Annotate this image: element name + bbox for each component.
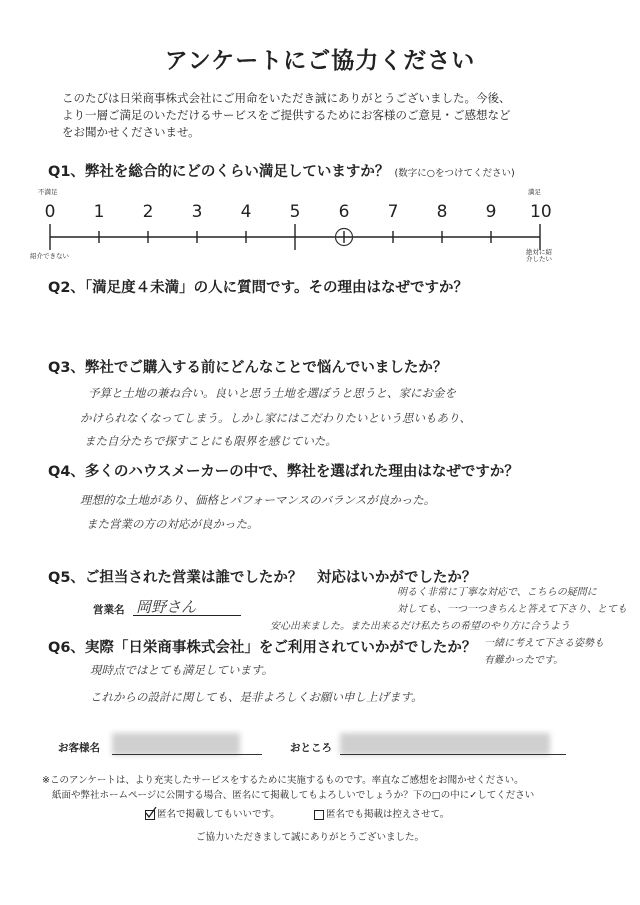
- scale-number-0[interactable]: 0: [44, 202, 56, 222]
- consent-no-label: 匿名でも掲載は控えさせて。: [326, 809, 450, 820]
- question-2-label: Q2、「満足度４未満」の人に質問です。その理由はなぜですか？: [48, 280, 469, 296]
- scale-number-9[interactable]: 9: [485, 202, 497, 222]
- intro-line: このたびは日栄商事株式会社にご用命をいただき誠にありがとうございました。今後、: [62, 91, 511, 105]
- scale-number-5[interactable]: 5: [289, 202, 301, 222]
- q4-answer-line: また営業の方の対応が良かった。: [86, 517, 259, 531]
- address-label: おところ: [290, 742, 332, 754]
- q5-answer-line: 安心出来ました。また出来るだけ私たちの希望のやり方に合うよう: [270, 621, 570, 632]
- q6-answer-line: 現時点ではとても満足しています。: [90, 663, 274, 677]
- intro-line: より一層ご満足のいただけるサービスをご提供するためにお客様のご意見・ご感想など: [62, 108, 511, 122]
- scale-number-4[interactable]: 4: [240, 202, 252, 222]
- question-5-label: Q5、ご担当された営業は誰でしたか？ 対応はいかがでしたか？: [48, 570, 477, 586]
- question-4-label: Q4、多くのハウスメーカーの中で、弊社を選ばれた理由はなぜですか？: [48, 464, 519, 480]
- scale-low-sublabel: 紹介できない: [30, 252, 69, 260]
- consent-no-checkbox[interactable]: [314, 810, 324, 820]
- q5-answer-line: 有難かったです。: [484, 655, 564, 666]
- q4-answer-line: 理想的な土地があり、価格とパフォーマンスのバランスが良かった。: [80, 493, 436, 507]
- q5-answer-line: 対しても、一つ一つきちんと答えて下さり、とても: [397, 604, 627, 615]
- footer-thanks: ご協力いただきまして誠にありがとうございました。: [196, 832, 425, 843]
- sales-name-value: 岡野さん: [136, 598, 197, 616]
- intro-line: をお聞かせくださいませ。: [62, 125, 200, 139]
- scale-number-6[interactable]: 6: [338, 202, 350, 222]
- q3-answer-line: かけられなくなってしまう。しかし家にはこだわりたいという思いもあり、: [80, 411, 471, 425]
- consent-yes-checkbox[interactable]: [145, 810, 155, 820]
- customer-name-underline: [112, 754, 262, 755]
- customer-name-redacted: [112, 733, 240, 755]
- customer-name-label: お客様名: [58, 742, 100, 754]
- consent-yes-label: 匿名で掲載してもいいです。: [157, 809, 280, 820]
- sales-name-underline: [133, 615, 241, 616]
- scale-number-7[interactable]: 7: [387, 202, 399, 222]
- question-3-label: Q3、弊社でご購入する前にどんなことで悩んでいましたか？: [48, 360, 448, 376]
- question-1-label: Q1、弊社を総合的にどのくらい満足していますか？: [48, 164, 390, 180]
- address-underline: [340, 754, 566, 755]
- q3-answer-line: また自分たちで探すことにも限界を感じていた。: [84, 434, 337, 448]
- sales-name-label: 営業名: [93, 604, 125, 616]
- scale-high-label: 満足: [528, 188, 541, 196]
- scale-high-sublabel: 絶対に紹介したい: [526, 248, 552, 263]
- question-6-label: Q6、実際「日栄商事株式会社」をご利用されていかがでしたか？: [48, 640, 477, 656]
- scale-number-8[interactable]: 8: [436, 202, 448, 222]
- q5-answer-line: 明るく非常に丁寧な対応で、こちらの疑問に: [397, 587, 597, 598]
- scale-number-3[interactable]: 3: [191, 202, 203, 222]
- q5-answer-line: 一緒に考えて下さる姿勢も: [484, 638, 604, 649]
- checkmark-icon: [145, 807, 157, 819]
- scale-number-2[interactable]: 2: [142, 202, 154, 222]
- footer-consent-question: 紙面や弊社ホームページに公開する場合、匿名にて掲載してもよろしいでしょうか？下の□の中に✓してください: [52, 790, 535, 801]
- scale-number-1[interactable]: 1: [93, 202, 105, 222]
- footer-note: ※このアンケートは、より充実したサービスをするために実施するものです。率直なご感想をお聞かせください。: [42, 775, 524, 786]
- question-1-note: (数字に○をつけてください): [394, 168, 515, 179]
- page-title: アンケートにご協力ください: [164, 48, 476, 74]
- address-redacted: [340, 733, 550, 755]
- scale-low-label: 不満足: [38, 188, 58, 196]
- consent-option-yes[interactable]: [145, 808, 280, 822]
- q3-answer-line: 予算と土地の兼ね合い。良いと思う土地を選ぼうと思うと、家にお金を: [88, 386, 456, 400]
- scale-number-10[interactable]: 10: [530, 202, 552, 222]
- q6-answer-line: これからの設計に関しても、是非よろしくお願い申し上げます。: [90, 690, 423, 704]
- consent-option-no[interactable]: [314, 808, 449, 822]
